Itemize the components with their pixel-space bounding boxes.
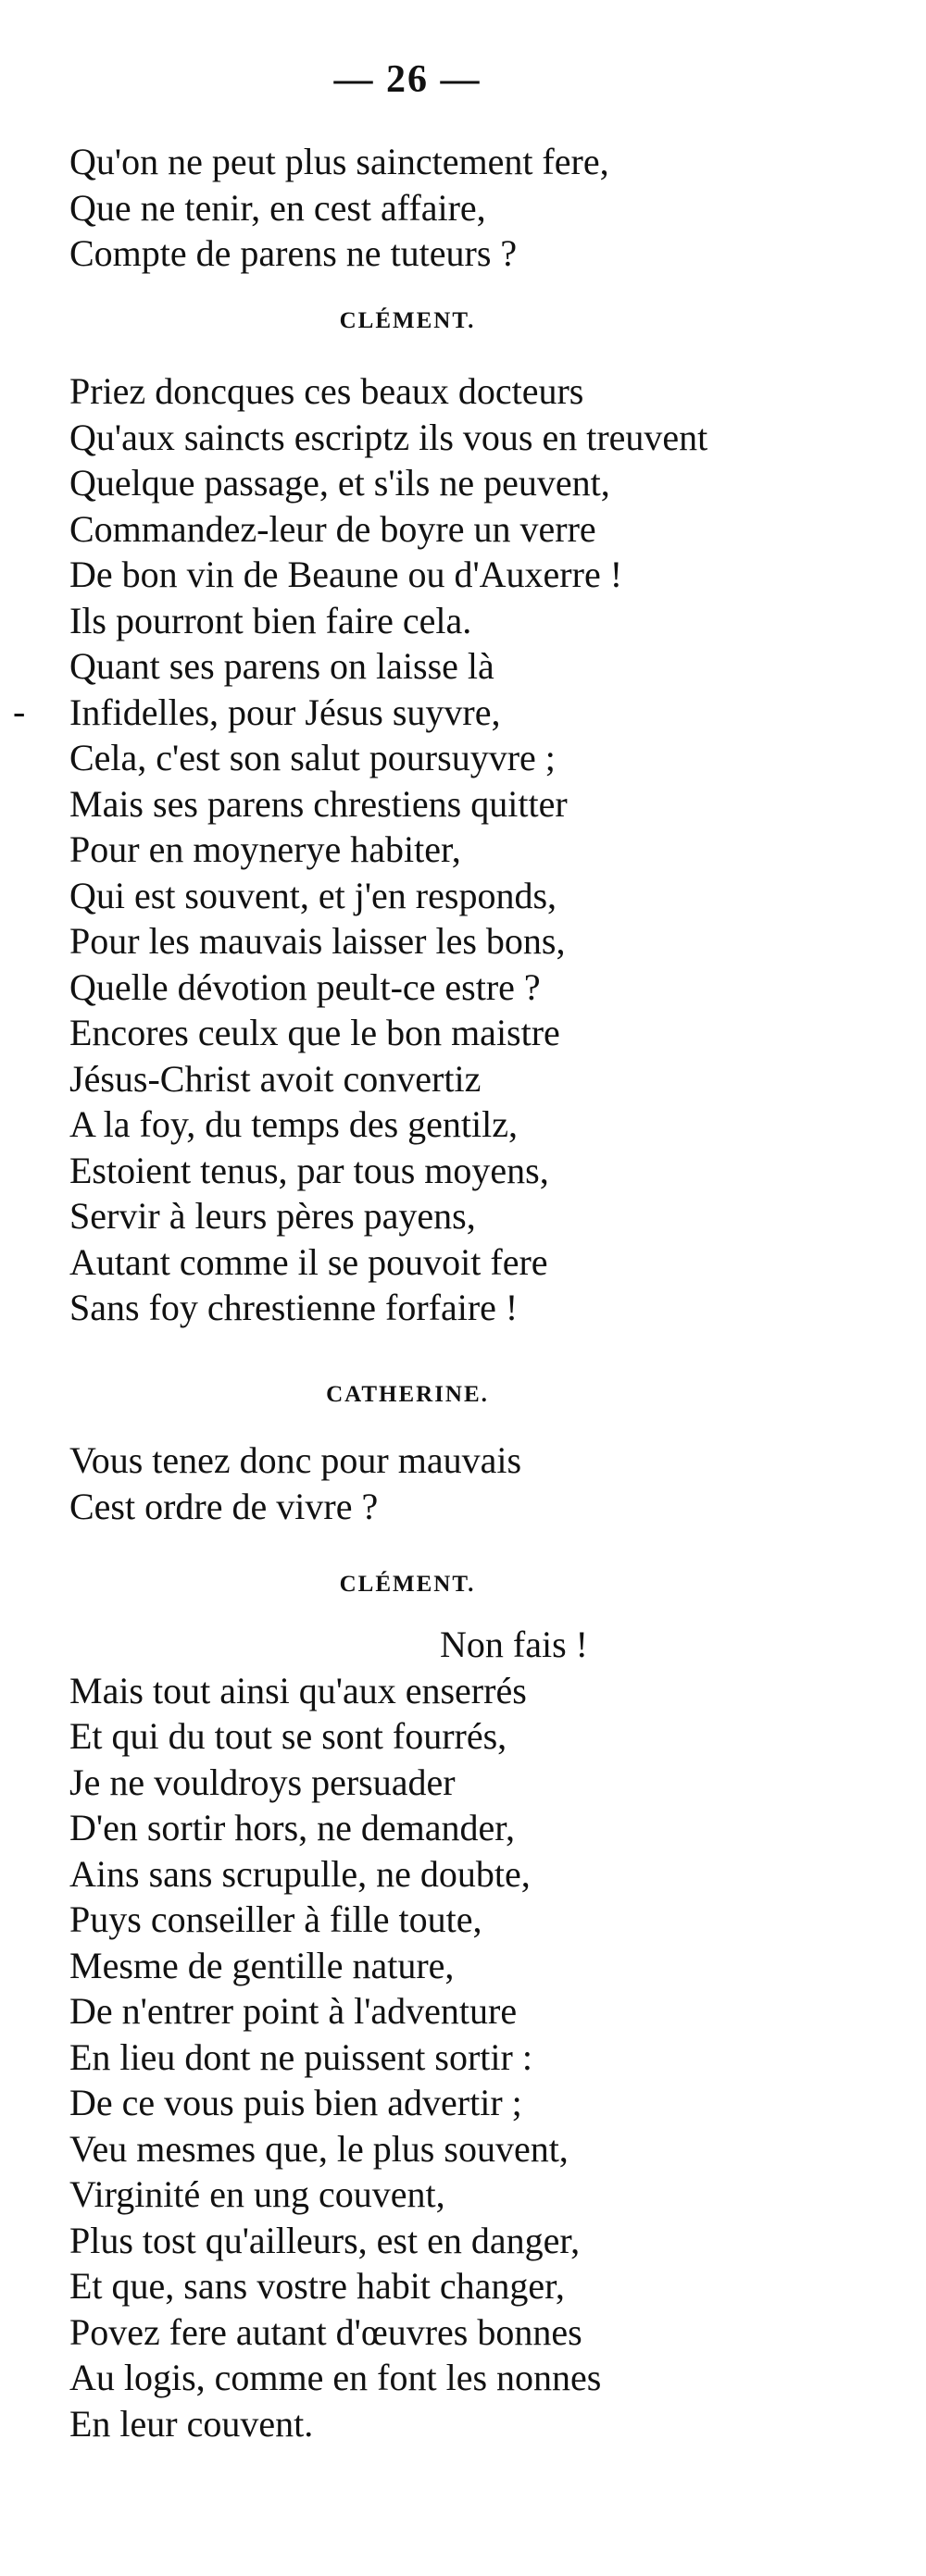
verse-line: Cest ordre de vivre ? — [69, 1485, 379, 1527]
verse-line-indented: Non fais ! — [440, 1624, 588, 1665]
verse-line: A la foy, du temps des gentilz, — [69, 1103, 518, 1145]
verse-block-1 — [69, 139, 609, 277]
verse-line: D'en sortir hors, ne demander, — [69, 1807, 516, 1848]
verse-line: De n'entrer point à l'adventure — [69, 1990, 518, 2032]
speaker-name: CLÉMENT. — [339, 1572, 476, 1597]
verse-line: Sans foy chrestienne forfaire ! — [69, 1287, 519, 1328]
verse-line: Quelque passage, et s'ils ne peuvent, — [69, 462, 610, 504]
margin-mark: - — [13, 691, 26, 732]
verse-line: Encores ceulx que le bon maistre — [69, 1012, 560, 1053]
verse-line: Plus tost qu'ailleurs, est en danger, — [69, 2219, 581, 2261]
verse-line: Veu mesmes que, le plus souvent, — [69, 2127, 569, 2170]
verse-line: Autant comme il se pouvoit fere — [69, 1240, 548, 1283]
verse-line: De ce vous puis bien advertir ; — [69, 2082, 522, 2123]
verse-line: Que ne tenir, en cest affaire, — [69, 186, 486, 229]
verse-line: Quant ses parens on laisse là — [69, 645, 494, 687]
verse-line: Ils pourront bien faire cela. — [69, 599, 472, 641]
verse-line: Qu'aux saincts escriptz ils vous en treuvent — [69, 416, 708, 458]
verse-line: Pour les mauvais laisser les bons, — [69, 920, 566, 962]
speaker-name: CATHERINE. — [326, 1382, 489, 1407]
verse-line: Ains sans scrupulle, ne doubte, — [69, 1852, 531, 1895]
verse-line: Cela, c'est son salut poursuyvre ; — [69, 737, 556, 778]
speaker-name: CLÉMENT. — [339, 308, 476, 333]
verse-line: Et que, sans vostre habit changer, — [69, 2265, 565, 2307]
verse-line: Infidelles, pour Jésus suyvre, — [69, 691, 501, 733]
verse-line: Servir à leurs pères payens, — [69, 1195, 476, 1237]
verse-block-3 — [69, 1437, 521, 1529]
verse-line: Virginité en ung couvent, — [69, 2173, 445, 2215]
verse-block-2 — [69, 368, 707, 1331]
verse-line: Mesme de gentille nature, — [69, 1944, 455, 1986]
verse-line: Je ne vouldroys persuader — [69, 1761, 456, 1803]
verse-line: Mais ses parens chrestiens quitter — [69, 782, 568, 825]
verse-line: Estoient tenus, par tous moyens, — [69, 1149, 549, 1191]
verse-line: Jésus-Christ avoit convertiz — [69, 1057, 482, 1100]
verse-line: Puys conseiller à fille toute, — [69, 1898, 482, 1940]
verse-line: Et qui du tout se sont fourrés, — [69, 1715, 507, 1757]
verse-line: De bon vin de Beaune ou d'Auxerre ! — [69, 554, 623, 595]
verse-line: Mais tout ainsi qu'aux enserrés — [69, 1669, 527, 1711]
verse-line: Vous tenez donc pour mauvais — [69, 1439, 522, 1481]
verse-block-4 — [69, 1622, 601, 2446]
verse-line: En lieu dont ne puissent sortir : — [69, 2035, 532, 2078]
verse-line: Qui est souvent, et j'en responds, — [69, 874, 557, 916]
verse-line: Compte de parens ne tuteurs ? — [69, 232, 518, 274]
verse-line: Povez fere autant d'œuvres bonnes — [69, 2310, 582, 2353]
verse-line: Quelle dévotion peult-ce estre ? — [69, 965, 541, 1008]
verse-line: Pour en moynerye habiter, — [69, 828, 461, 870]
page-number: — 26 — — [333, 58, 482, 101]
verse-line: En leur couvent. — [69, 2402, 314, 2445]
verse-line: Priez doncques ces beaux docteurs — [69, 370, 584, 412]
verse-line: Commandez-leur de boyre un verre — [69, 507, 596, 550]
verse-line: Qu'on ne peut plus sainctement fere, — [69, 141, 609, 182]
verse-line: Au logis, comme en font les nonnes — [69, 2357, 602, 2398]
